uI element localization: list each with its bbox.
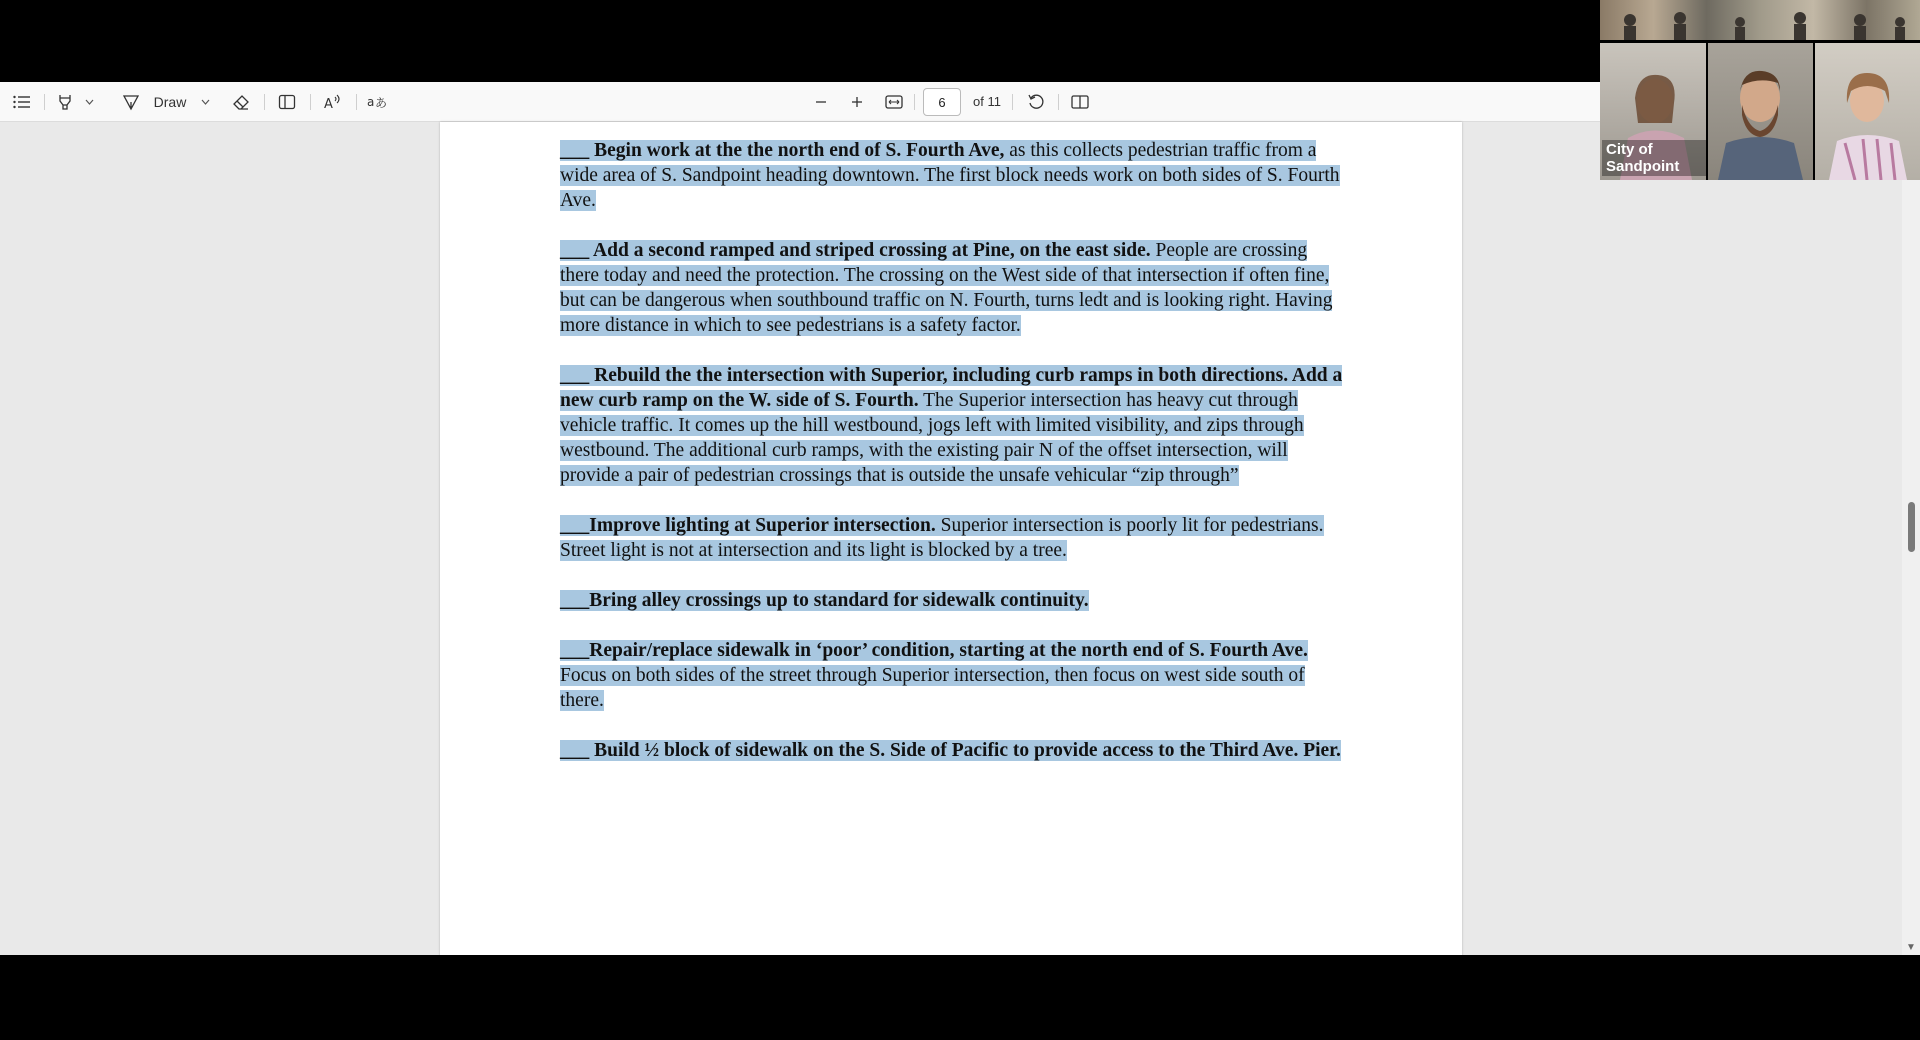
participant-video-tile [1708, 43, 1813, 180]
total-pages-label: of 11 [973, 94, 1001, 109]
highlighter-icon[interactable] [54, 90, 76, 114]
paragraph-body: People are crossing there today and need the protection. The crossing on the West side of that intersection if often fine, but can be dangerous when southbound traffic on N. Fourth, turns ledt and is looking right. Having more distance in which to see pedestrians is a safety factor. [560, 240, 1333, 336]
toolbar-divider [264, 94, 265, 110]
video-conference-panel [1600, 0, 1920, 180]
pdf-viewer [0, 82, 1920, 955]
toolbar-divider [1058, 94, 1059, 110]
paragraph-heading: ___ Add a second ramped and striped crossing at Pine, on the east side. [560, 240, 1151, 261]
translate-icon[interactable] [366, 90, 390, 114]
paragraph [560, 363, 1350, 488]
rotate-icon[interactable] [1024, 90, 1048, 114]
paragraph [560, 238, 1350, 338]
pdf-page [440, 122, 1462, 955]
vertical-scrollbar[interactable] [1902, 122, 1920, 955]
paragraph [560, 138, 1350, 213]
text-box-icon[interactable] [276, 90, 298, 114]
toolbar-divider [356, 94, 357, 110]
paragraph [560, 588, 1350, 613]
paragraph-heading: ___Repair/replace sidewalk in ‘poor’ condition, starting at the north end of S. Fourth Ave. [560, 640, 1308, 661]
fit-width-icon[interactable] [882, 90, 906, 114]
participant-video-tile [1600, 43, 1706, 180]
paragraph-body: The Superior intersection has heavy cut through vehicle traffic. It comes up the hill westbound, jogs left with limited visibility, and zips through westbound. The additional curb ramps, with the existing pair N of the offset intersection, will provide a pair of pedestrian crossings that is outside the unsafe vehicular “zip through” [560, 390, 1304, 486]
svg-text:A: A [324, 97, 333, 110]
paragraph-body: Focus on both sides of the street through Superior intersection, then focus on west side south of there. [560, 665, 1305, 711]
paragraph-heading: ___Improve lighting at Superior intersection. [560, 515, 936, 536]
participant-video-tile [1815, 43, 1920, 180]
room-camera-feed [1600, 0, 1920, 40]
paragraph-body: as this collects pedestrian traffic from a wide area of S. Sandpoint heading downtown. The first block needs work on both sides of S. Fourth Ave. [560, 140, 1340, 211]
scrollbar-thumb[interactable] [1908, 502, 1915, 552]
toolbar-divider [914, 94, 915, 110]
toolbar-divider [44, 94, 45, 110]
page-content [560, 138, 1350, 788]
paragraph-heading: ___ Begin work at the the north end of S. Fourth Ave, [560, 140, 1005, 161]
bottom-black-bar [0, 955, 1920, 1040]
paragraph [560, 513, 1350, 563]
paragraph-heading: ___ Rebuild the the intersection with Superior, including curb ramps in both directions. Add a new curb ramp on the W. side of S. Fourth. [560, 365, 1343, 411]
chevron-down-icon[interactable] [198, 90, 212, 114]
paragraph-heading: ___ Build ½ block of sidewalk on the S. Side of Pacific to provide access to the Third Ave. Pier. [560, 740, 1341, 761]
svg-text:a: a [367, 95, 375, 109]
draw-pen-icon[interactable] [120, 90, 142, 114]
paragraph-body: Superior intersection is poorly lit for pedestrians. Street light is not at intersection and its light is blocked by a tree. [560, 515, 1324, 561]
chevron-down-icon[interactable] [82, 90, 96, 114]
svg-text:あ: あ [375, 96, 388, 110]
zoom-out-icon[interactable] [810, 90, 832, 114]
page-number-input[interactable]: 6 [923, 88, 961, 116]
paragraph [560, 638, 1350, 713]
participant-name-label: City of Sandpoint [1602, 140, 1706, 176]
zoom-in-icon[interactable] [846, 90, 868, 114]
scroll-down-arrow-icon[interactable]: ▼ [1906, 942, 1916, 953]
read-aloud-icon[interactable] [322, 90, 344, 114]
draw-button[interactable]: Draw [153, 94, 187, 110]
page-view-icon[interactable] [1068, 90, 1092, 114]
contents-list-icon[interactable] [10, 90, 34, 114]
paragraph-heading: ___Bring alley crossings up to standard for sidewalk continuity. [560, 590, 1089, 611]
toolbar-divider [1012, 94, 1013, 110]
toolbar-divider [310, 94, 311, 110]
eraser-icon[interactable] [230, 90, 252, 114]
paragraph [560, 738, 1350, 763]
